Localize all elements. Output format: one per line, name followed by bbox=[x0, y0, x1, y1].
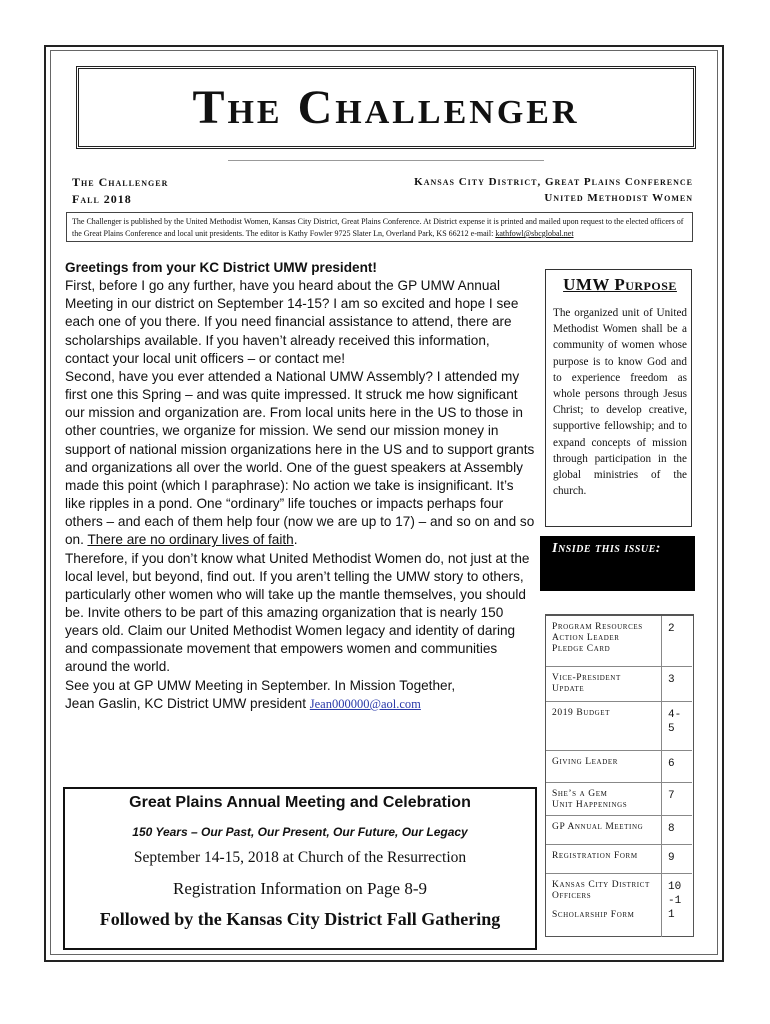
meeting-title: Great Plains Annual Meeting and Celebration bbox=[129, 794, 471, 811]
contents-row bbox=[546, 873, 692, 937]
purpose-text: The organized unit of United Methodist Women shall be a community of women whose purpose is to know God and to experience freedom as whole persons through Jesus Christ; to develop creative, supportive fellowship; and to expand concepts of mission through participation in the global ministries of the church. bbox=[553, 307, 687, 498]
publication-text: The Challenger is published by the United Methodist Women, Kansas City District, Great Plains Conference. At District expense it is printed and mailed upon request to the elected officers of the Great Plains Conference and local unit presidents. The editor is Kathy Fowler 9725 Slater Ln, Overland Park, KS 66212 e-mail: bbox=[72, 217, 684, 238]
letter-text: . bbox=[293, 532, 298, 548]
contents-row bbox=[546, 666, 692, 702]
contents-entry-title bbox=[546, 751, 661, 783]
inside-issue-header bbox=[540, 536, 695, 591]
contents-entry-page: 4-5 bbox=[661, 702, 692, 751]
contents-entry-page: 3 bbox=[661, 667, 692, 702]
contents-entry-title bbox=[546, 816, 661, 845]
newsletter-title: The Challenger bbox=[192, 81, 580, 134]
contents-row bbox=[546, 616, 692, 666]
contents-entry-title bbox=[546, 667, 661, 702]
masthead bbox=[76, 66, 696, 149]
contents-entry-line: Scholarship Form bbox=[552, 910, 635, 920]
contents-entry-page: 7 bbox=[661, 783, 692, 816]
letter-paragraph: See you at GP UMW Meeting in September. In Mission Together, bbox=[65, 677, 456, 693]
contents-entry-line: Registration Form bbox=[552, 851, 638, 861]
contents-table bbox=[545, 614, 694, 937]
contents-row bbox=[546, 815, 692, 845]
president-letter bbox=[65, 259, 537, 713]
contents-entry-line: She’s a Gem bbox=[552, 789, 608, 799]
issue-name: The Challenger bbox=[72, 175, 169, 189]
contents-entry-line: 2019 Budget bbox=[552, 708, 611, 718]
purpose-box bbox=[545, 269, 692, 527]
meeting-registration: Registration Information on Page 8-9 bbox=[172, 879, 427, 898]
contents-entry-line: Officers bbox=[552, 891, 592, 901]
meeting-theme: 150 Years – Our Past, Our Present, Our Future, Our Legacy bbox=[132, 825, 468, 839]
editor-email-link[interactable]: kathfowl@sbcglobal.net bbox=[495, 229, 574, 238]
contents-entry-title bbox=[546, 783, 661, 816]
contents-row bbox=[546, 782, 692, 816]
letter-signature bbox=[65, 695, 537, 713]
president-email-link[interactable]: Jean000000@aol.com bbox=[309, 696, 421, 711]
issue-season: Fall 2018 bbox=[72, 192, 132, 206]
contents-row bbox=[546, 750, 692, 783]
contents-entry-line: Kansas City District bbox=[552, 880, 650, 890]
meeting-announcement bbox=[63, 787, 537, 950]
contents-entry-page: 9 bbox=[661, 845, 692, 874]
contents-entry-line: Unit Happenings bbox=[552, 800, 628, 810]
issue-info bbox=[72, 174, 168, 208]
district-line: Kansas City District, Great Plains Conference bbox=[414, 176, 693, 188]
contents-entry-line: Action Leader bbox=[552, 633, 620, 643]
contents-row bbox=[546, 844, 692, 874]
organization-info bbox=[380, 174, 693, 206]
contents-entry-title bbox=[546, 845, 661, 874]
contents-entry-line: Vice-President bbox=[552, 673, 621, 683]
contents-entry-title bbox=[546, 702, 661, 751]
contents-entry-line: Giving Leader bbox=[552, 757, 618, 767]
org-line: United Methodist Women bbox=[544, 192, 693, 204]
contents-entry-title bbox=[546, 616, 661, 666]
contents-entry-line: GP Annual Meeting bbox=[552, 822, 644, 832]
contents-entry-line: Pledge Card bbox=[552, 644, 611, 654]
contents-entry-title bbox=[546, 874, 661, 937]
contents-entry-page: 6 bbox=[661, 751, 692, 783]
signature-text: Jean Gaslin, KC District UMW president bbox=[65, 695, 310, 711]
letter-emphasis: There are no ordinary lives of faith bbox=[87, 532, 294, 548]
purpose-title: UMW Purpose bbox=[563, 275, 677, 294]
letter-heading: Greetings from your KC District UMW president! bbox=[65, 260, 377, 275]
letter-paragraph bbox=[65, 368, 537, 550]
letter-text: Second, have you ever attended a National UMW Assembly? I attended my first one this Spring – and was quite impressed. It struck me how significant our mission and organization are. From local units here in the US to those in other countries, we organize for mission. We send our mission money in support of national mission organizations here in the US and to support grants and organizations all over the world. One of the guest speakers at Assembly made this point (which I paraphrase): No action we take is insignificant. It’s like ripples in a pond. One “ordinary” life touches or impacts perhaps four others – and each of them help four (now we are up to 17) – and so on and so on. bbox=[65, 368, 535, 548]
letter-paragraph: First, before I go any further, have you heard about the GP UMW Annual Meeting in our district on September 14-15? I am so excited and hope I see each one of you there. If you need financial assistance to attend, there are scholarships available. If you haven’t already received this information, contact your local unit officers – or contact me! bbox=[65, 278, 519, 366]
divider bbox=[228, 160, 544, 161]
contents-entry-page: 8 bbox=[661, 816, 692, 845]
meeting-date-place: September 14-15, 2018 at Church of the Resurrection bbox=[133, 849, 467, 866]
contents-entry-page: 2 bbox=[661, 616, 692, 666]
contents-entry-line: Program Resources bbox=[552, 622, 643, 632]
inside-issue-title: Inside this issue: bbox=[552, 541, 661, 556]
meeting-followup: Followed by the Kansas City District Fall Gathering bbox=[99, 909, 501, 929]
letter-paragraph: Therefore, if you don’t know what United Methodist Women do, not just at the local level, but beyond, find out. If you aren’t telling the UMW story to others, particularly other women who will take up the mantle themselves, you should be. Invite others to be part of this amazing organization that is nearly 150 years old. Claim our United Methodist Women legacy and identity of daring and compassionate movement that empowers women and communities around the world. bbox=[65, 550, 530, 675]
contents-row bbox=[546, 701, 692, 751]
contents-entry-line: Update bbox=[552, 684, 585, 694]
contents-entry-page: 10-11 bbox=[661, 874, 692, 937]
publication-note bbox=[66, 212, 693, 242]
